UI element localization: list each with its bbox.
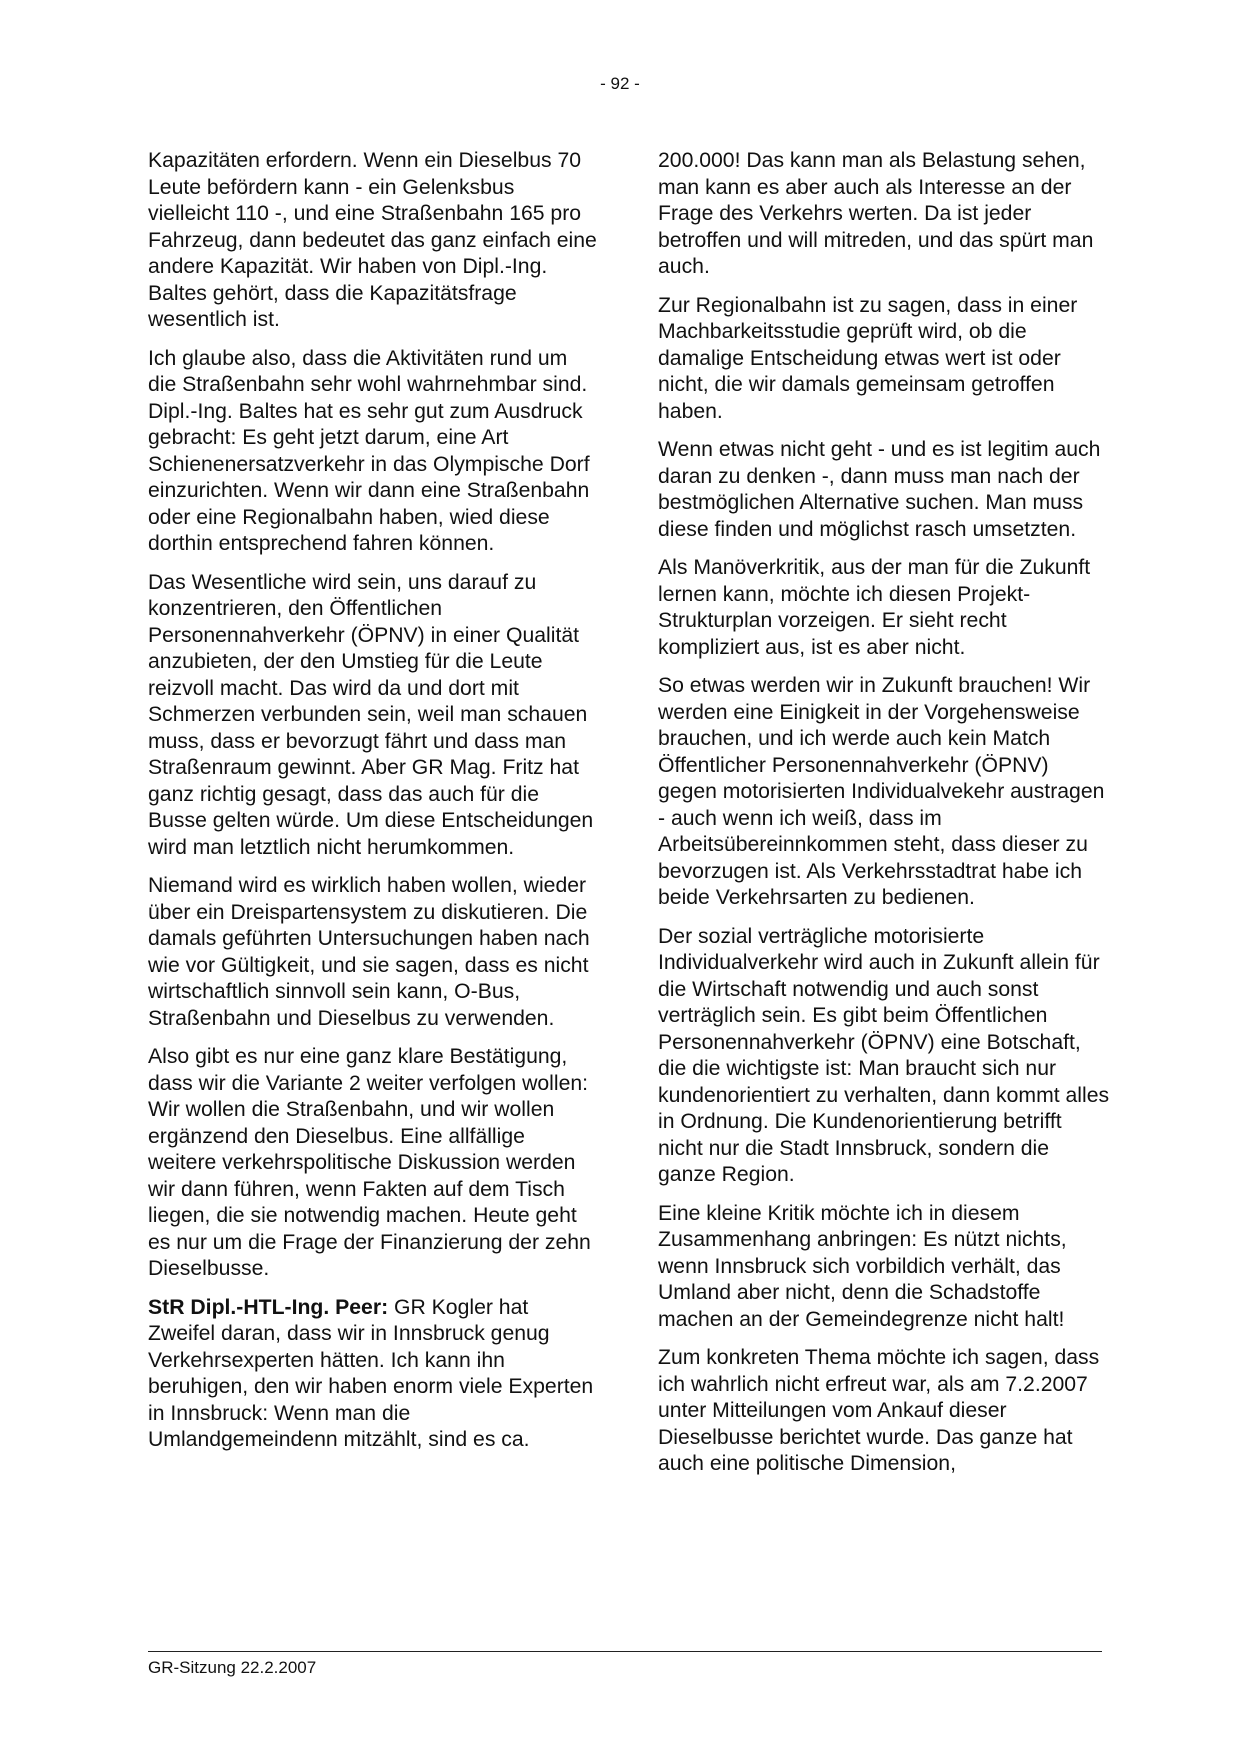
page-number: - 92 -	[600, 74, 640, 93]
paragraph: Der sozial verträgliche motorisierte Individualverkehr wird auch in Zukunft allein für die Wirtschaft notwendig und auch sonst verträglich sein. Es gibt beim Öffentlichen Personennahverkehr (ÖPNV) eine Botschaft, die die wichtigste ist: Man braucht sich nur kundenorientiert zu verhalten, dann kommt alles in Ordnung. Die Kundenorientierung betrifft nicht nur die Stadt Innsbruck, sondern die ganze Region.	[658, 924, 1110, 1186]
speaker-paragraph	[148, 1295, 598, 1454]
right-column	[658, 148, 1110, 1490]
paragraph: 200.000! Das kann man als Belastung sehen, man kann es aber auch als Interesse an der Frage des Verkehrs werten. Da ist jeder betroffen und will mitreden, und das spürt man auch.	[658, 149, 1094, 278]
footer-text: GR-Sitzung 22.2.2007	[148, 1658, 317, 1677]
speaker-text: GR Kogler hat Zweifel daran, dass wir in Innsbruck genug Verkehrsexperten hätten. Ich kann ihn beruhigen, den wir haben enorm viele Experten in Innsbruck: Wenn man die Umlandgemeindenn mitzählt, sind es ca.	[148, 1295, 594, 1451]
speaker-label: StR Dipl.-HTL-Ing. Peer:	[148, 1295, 389, 1319]
paragraph: Wenn etwas nicht geht - und es ist legitim auch daran zu denken -, dann muss man nach der bestmöglichen Alternative suchen. Man muss diese finden und möglichst rasch umsetzten.	[658, 438, 1101, 541]
paragraph: Kapazitäten erfordern. Wenn ein Dieselbus 70 Leute befördern kann - ein Gelenksbus vielleicht 110 -, und eine Straßenbahn 165 pro Fahrzeug, dann bedeutet das ganz einfach eine andere Kapazität. Wir haben von Dipl.-Ing. Baltes gehört, dass die Kapazitätsfrage wesentlich ist.	[148, 149, 597, 331]
paragraph: Eine kleine Kritik möchte ich in diesem Zusammenhang anbringen: Es nützt nichts, wenn Innsbruck sich vorbildich verhält, das Umland aber nicht, denn die Schadstoffe machen an der Gemeindegrenze nicht halt!	[658, 1201, 1067, 1331]
paragraph: So etwas werden wir in Zukunft brauchen! Wir werden eine Einigkeit in der Vorgehensweise brauchen, und ich werde auch kein Match Öffentlicher Personennahverkehr (ÖPNV) gegen motorisierten Individualvekehr austragen - auch wenn ich weiß, dass im Arbeitsübereinnkommen steht, dass dieser zu bevorzugen ist. Als Verkehrsstadtrat habe ich beide Verkehrsarten zu bedienen.	[658, 674, 1105, 909]
paragraph: Zum konkreten Thema möchte ich sagen, dass ich wahrlich nicht erfreut war, als am 7.2.2007 unter Mitteilungen vom Ankauf dieser Dieselbusse berichtet wurde. Das ganze hat auch eine politische Dimension,	[658, 1346, 1100, 1475]
left-column	[148, 148, 598, 1466]
paragraph: Also gibt es nur eine ganz klare Bestätigung, dass wir die Variante 2 weiter verfolgen wollen: Wir wollen die Straßenbahn, und wir wollen ergänzend den Dieselbus. Eine allfällige weitere verkehrspolitische Diskussion werden wir dann führen, wenn Fakten auf dem Tisch liegen, die sie notwendig machen. Heute geht es nur um die Frage der Finanzierung der zehn Dieselbusse.	[148, 1045, 591, 1280]
paragraph: Das Wesentliche wird sein, uns darauf zu konzentrieren, den Öffentlichen Personennahverkehr (ÖPNV) in einer Qualität anzubieten, der den Umstieg für die Leute reizvoll macht. Das wird da und dort mit Schmerzen verbunden sein, weil man schauen muss, dass er bevorzugt fährt und dass man Straßenraum gewinnt. Aber GR Mag. Fritz hat ganz richtig gesagt, dass das auch für die Busse gelten würde. Um diese Entscheidungen wird man letztlich nicht herumkommen.	[148, 570, 594, 859]
paragraph: Als Manöverkritik, aus der man für die Zukunft lernen kann, möchte ich diesen Projekt-Strukturplan vorzeigen. Er sieht recht kompliziert aus, ist es aber nicht.	[658, 556, 1091, 659]
paragraph: Niemand wird es wirklich haben wollen, wieder über ein Dreispartensystem zu diskutieren. Die damals geführten Untersuchungen haben nach wie vor Gültigkeit, und sie sagen, dass es nicht wirtschaftlich sinnvoll sein kann, O-Bus, Straßenbahn und Dieselbus zu verwenden.	[148, 874, 590, 1030]
footer-divider	[148, 1651, 1102, 1652]
paragraph: Zur Regionalbahn ist zu sagen, dass in einer Machbarkeitsstudie geprüft wird, ob die damalige Entscheidung etwas wert ist oder nicht, die wir damals gemeinsam getroffen haben.	[658, 293, 1078, 423]
paragraph: Ich glaube also, dass die Aktivitäten rund um die Straßenbahn sehr wohl wahrnehmbar sind. Dipl.-Ing. Baltes hat es sehr gut zum Ausdruck gebracht: Es geht jetzt darum, eine Art Schienenersatzverkehr in das Olympische Dorf einzurichten. Wenn wir dann eine Straßenbahn oder eine Regionalbahn haben, wied diese dorthin entsprechend fahren können.	[148, 346, 590, 555]
